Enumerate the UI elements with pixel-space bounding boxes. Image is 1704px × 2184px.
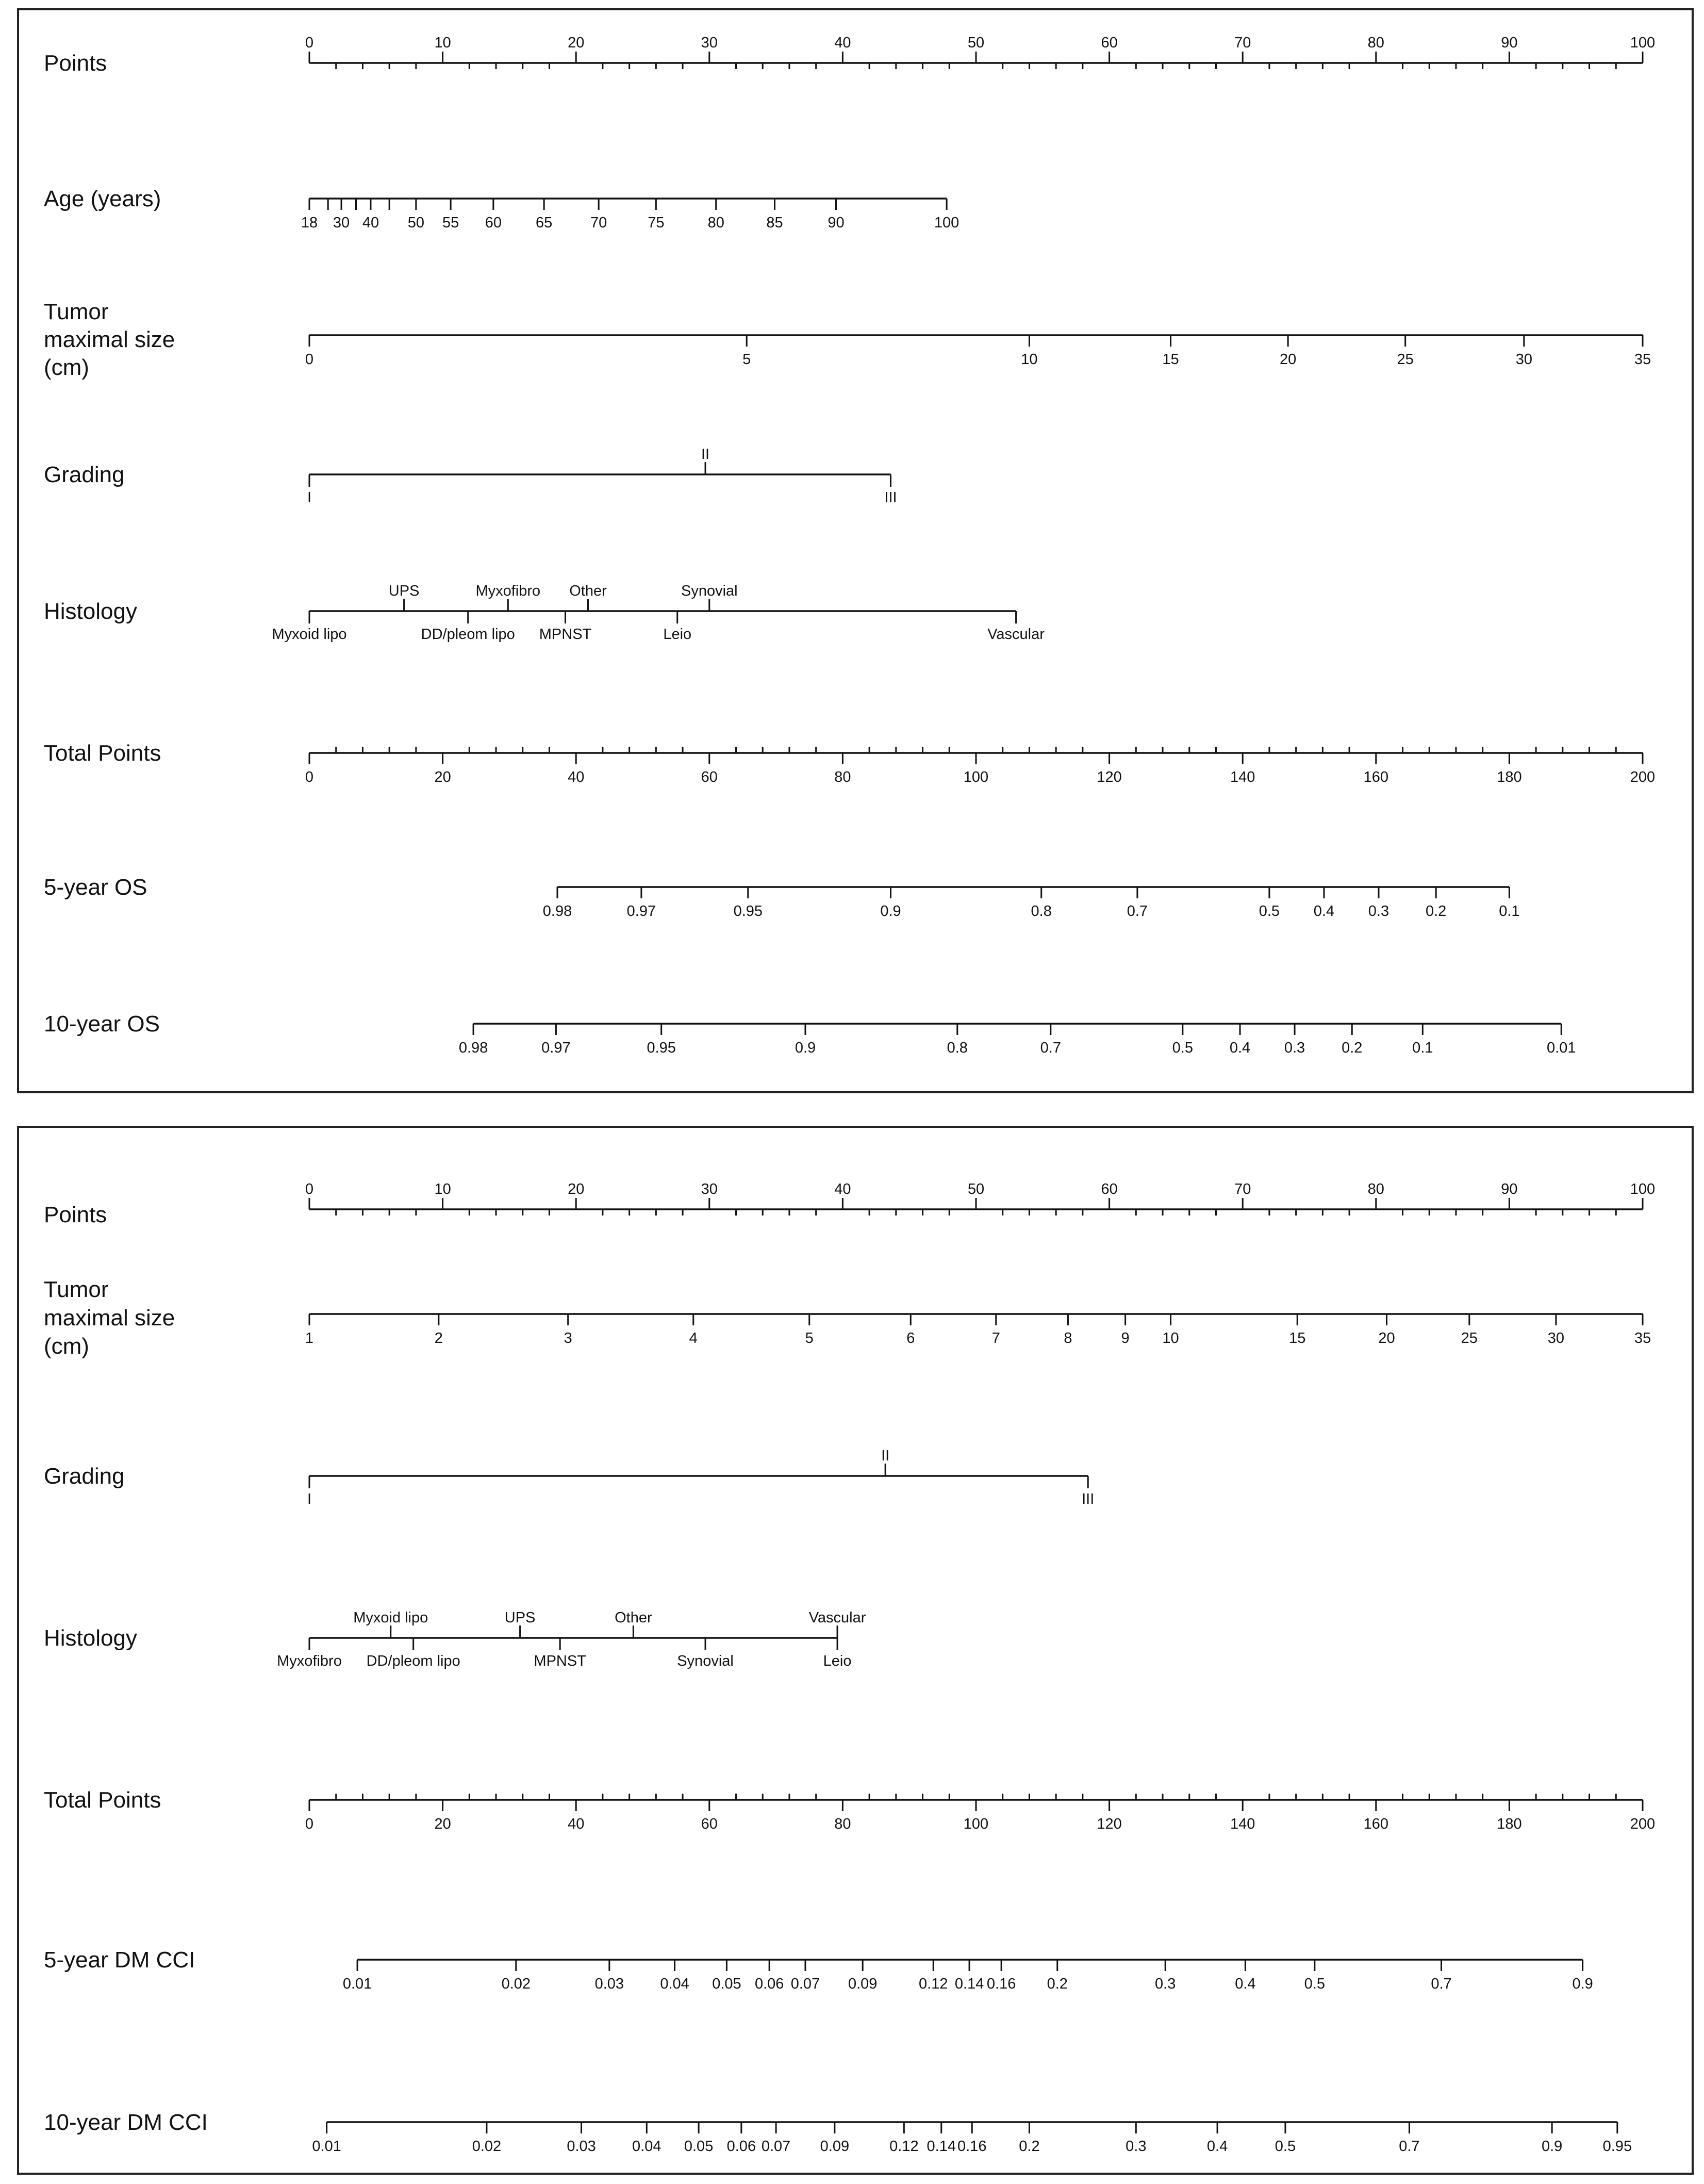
tick-label-10-year-dm-cci: 0.95 bbox=[1602, 2138, 1632, 2155]
tick-label-total-points: 80 bbox=[834, 1816, 851, 1832]
tick-label-10-year-os: 0.5 bbox=[1172, 1040, 1193, 1056]
tick-label-10-year-os: 0.97 bbox=[541, 1040, 571, 1056]
tick-label-age-years: 65 bbox=[536, 215, 553, 231]
tick-label-5-year-os: 0.4 bbox=[1313, 903, 1335, 919]
tick-label-age-years: 40 bbox=[362, 215, 379, 231]
tick-label-age-years: 55 bbox=[442, 215, 459, 231]
tick-label-age-years: 60 bbox=[485, 215, 502, 231]
row-5-year-os bbox=[44, 875, 1520, 919]
row-label-tumor-maximal-size-cm: Tumor maximal size (cm) bbox=[44, 1277, 175, 1359]
category-label-iii: III bbox=[1082, 1491, 1095, 1507]
tick-label-points: 60 bbox=[1101, 1181, 1118, 1197]
category-label-mpnst: MPNST bbox=[539, 626, 592, 643]
tick-label-points: 40 bbox=[834, 1181, 851, 1197]
tick-label-10-year-os: 0.9 bbox=[795, 1040, 816, 1056]
tick-label-total-points: 120 bbox=[1097, 1816, 1122, 1832]
tick-label-5-year-dm-cci: 0.9 bbox=[1572, 1976, 1593, 1992]
tick-label-total-points: 160 bbox=[1363, 1816, 1388, 1832]
tick-label-total-points: 40 bbox=[568, 769, 585, 785]
tick-label-tumor-maximal-size-cm: 35 bbox=[1634, 351, 1651, 368]
category-label-myxofibro: Myxofibro bbox=[475, 583, 541, 599]
tick-label-10-year-dm-cci: 0.12 bbox=[889, 2138, 919, 2155]
tick-label-5-year-dm-cci: 0.7 bbox=[1431, 1976, 1452, 1992]
tick-label-age-years: 80 bbox=[707, 215, 724, 231]
tick-label-total-points: 180 bbox=[1497, 769, 1522, 785]
tick-label-tumor-maximal-size-cm: 10 bbox=[1162, 1330, 1179, 1346]
tick-label-points: 80 bbox=[1367, 1181, 1384, 1197]
category-label-other: Other bbox=[569, 583, 607, 599]
tick-label-points: 20 bbox=[568, 1181, 585, 1197]
tick-label-points: 80 bbox=[1367, 35, 1384, 51]
tick-label-total-points: 60 bbox=[701, 1816, 718, 1832]
tick-label-10-year-os: 0.95 bbox=[647, 1040, 676, 1056]
row-label-histology: Histology bbox=[44, 1625, 137, 1651]
tick-label-5-year-dm-cci: 0.14 bbox=[954, 1976, 984, 1992]
tick-label-points: 90 bbox=[1501, 1181, 1518, 1197]
tick-label-5-year-os: 0.5 bbox=[1259, 903, 1280, 919]
row-tumor-maximal-size-cm bbox=[44, 299, 1651, 380]
tick-label-total-points: 100 bbox=[963, 769, 989, 785]
tick-label-tumor-maximal-size-cm: 15 bbox=[1162, 351, 1179, 368]
tick-label-age-years: 50 bbox=[407, 215, 425, 231]
tick-label-5-year-dm-cci: 0.01 bbox=[342, 1976, 372, 1992]
tick-label-tumor-maximal-size-cm: 30 bbox=[1515, 351, 1532, 368]
tick-label-tumor-maximal-size-cm: 7 bbox=[991, 1330, 1000, 1346]
category-label-synovial: Synovial bbox=[681, 583, 738, 599]
tick-label-10-year-dm-cci: 0.16 bbox=[957, 2138, 987, 2155]
tick-label-5-year-dm-cci: 0.2 bbox=[1047, 1976, 1068, 1992]
tick-label-total-points: 0 bbox=[305, 1816, 314, 1832]
category-label-vascular: Vascular bbox=[808, 1610, 866, 1626]
tick-label-tumor-maximal-size-cm: 15 bbox=[1289, 1330, 1306, 1346]
tick-label-10-year-dm-cci: 0.06 bbox=[726, 2138, 756, 2155]
tick-label-tumor-maximal-size-cm: 0 bbox=[305, 351, 314, 368]
tick-label-5-year-dm-cci: 0.09 bbox=[848, 1976, 878, 1992]
category-label-other: Other bbox=[615, 1610, 652, 1626]
tick-label-total-points: 140 bbox=[1230, 769, 1255, 785]
row-points bbox=[44, 35, 1655, 76]
tick-label-points: 100 bbox=[1630, 35, 1656, 51]
row-5-year-dm-cci bbox=[44, 1947, 1593, 1992]
tick-label-5-year-os: 0.1 bbox=[1499, 903, 1520, 919]
tick-label-10-year-os: 0.01 bbox=[1547, 1040, 1576, 1056]
tick-label-points: 10 bbox=[434, 1181, 451, 1197]
tick-label-5-year-dm-cci: 0.05 bbox=[712, 1976, 741, 1992]
tick-label-points: 10 bbox=[434, 35, 451, 51]
tick-label-points: 30 bbox=[701, 35, 718, 51]
tick-label-10-year-os: 0.7 bbox=[1040, 1040, 1061, 1056]
row-label-grading: Grading bbox=[44, 1464, 125, 1489]
tick-label-tumor-maximal-size-cm: 5 bbox=[805, 1330, 814, 1346]
tick-label-tumor-maximal-size-cm: 1 bbox=[305, 1330, 314, 1346]
tick-label-10-year-os: 0.98 bbox=[458, 1040, 488, 1056]
tick-label-points: 100 bbox=[1630, 1181, 1656, 1197]
panel-frame-top bbox=[18, 9, 1693, 1092]
tick-label-tumor-maximal-size-cm: 2 bbox=[434, 1330, 443, 1346]
category-label-myxofibro: Myxofibro bbox=[277, 1653, 342, 1669]
tick-label-points: 70 bbox=[1234, 1181, 1251, 1197]
category-label-dd-pleom-lipo: DD/pleom lipo bbox=[366, 1653, 460, 1669]
tick-label-10-year-dm-cci: 0.2 bbox=[1019, 2138, 1040, 2155]
tick-label-5-year-dm-cci: 0.07 bbox=[790, 1976, 820, 1992]
row-label-age-years: Age (years) bbox=[44, 186, 161, 211]
tick-label-5-year-dm-cci: 0.03 bbox=[594, 1976, 624, 1992]
tick-label-total-points: 20 bbox=[434, 769, 451, 785]
tick-label-points: 0 bbox=[305, 1181, 314, 1197]
tick-label-age-years: 75 bbox=[648, 215, 665, 231]
category-label-dd-pleom-lipo: DD/pleom lipo bbox=[421, 626, 515, 643]
row-label-points: Points bbox=[44, 1202, 107, 1227]
row-grading bbox=[44, 1448, 1094, 1507]
tick-label-5-year-dm-cci: 0.06 bbox=[754, 1976, 784, 1992]
row-histology bbox=[44, 583, 1045, 643]
tick-label-10-year-dm-cci: 0.03 bbox=[567, 2138, 596, 2155]
category-label-ups: UPS bbox=[504, 1610, 536, 1626]
tick-label-age-years: 100 bbox=[934, 215, 959, 231]
tick-label-10-year-dm-cci: 0.7 bbox=[1399, 2138, 1420, 2155]
tick-label-10-year-os: 0.4 bbox=[1229, 1040, 1251, 1056]
tick-label-tumor-maximal-size-cm: 8 bbox=[1064, 1330, 1072, 1346]
tick-label-points: 40 bbox=[834, 35, 851, 51]
tick-label-age-years: 85 bbox=[766, 215, 783, 231]
tick-label-points: 20 bbox=[568, 35, 585, 51]
tick-label-10-year-os: 0.1 bbox=[1412, 1040, 1433, 1056]
tick-label-5-year-os: 0.7 bbox=[1127, 903, 1148, 919]
tick-label-5-year-os: 0.9 bbox=[880, 903, 901, 919]
tick-label-total-points: 180 bbox=[1497, 1816, 1522, 1832]
tick-label-age-years: 90 bbox=[828, 215, 845, 231]
tick-label-points: 90 bbox=[1501, 35, 1518, 51]
tick-label-tumor-maximal-size-cm: 9 bbox=[1121, 1330, 1130, 1346]
tick-label-5-year-dm-cci: 0.12 bbox=[919, 1976, 948, 1992]
row-label-grading: Grading bbox=[44, 462, 125, 487]
tick-label-10-year-os: 0.3 bbox=[1284, 1040, 1305, 1056]
row-points bbox=[44, 1181, 1655, 1227]
row-total-points bbox=[44, 741, 1655, 785]
tick-label-5-year-dm-cci: 0.4 bbox=[1235, 1976, 1256, 1992]
tick-label-total-points: 100 bbox=[963, 1816, 989, 1832]
row-label-5-year-os: 5-year OS bbox=[44, 875, 147, 900]
category-label-ups: UPS bbox=[388, 583, 420, 599]
tick-label-tumor-maximal-size-cm: 5 bbox=[742, 351, 751, 368]
row-label-10-year-dm-cci: 10-year DM CCI bbox=[44, 2110, 208, 2135]
tick-label-5-year-os: 0.95 bbox=[733, 903, 763, 919]
category-label-leio: Leio bbox=[663, 626, 692, 643]
tick-label-total-points: 120 bbox=[1097, 769, 1122, 785]
tick-label-tumor-maximal-size-cm: 20 bbox=[1279, 351, 1297, 368]
tick-label-tumor-maximal-size-cm: 4 bbox=[689, 1330, 698, 1346]
row-10-year-dm-cci bbox=[44, 2110, 1632, 2155]
row-total-points bbox=[44, 1787, 1655, 1832]
category-label-vascular: Vascular bbox=[987, 626, 1045, 643]
tick-label-5-year-dm-cci: 0.3 bbox=[1155, 1976, 1176, 1992]
tick-label-5-year-dm-cci: 0.5 bbox=[1304, 1976, 1326, 1992]
tick-label-10-year-os: 0.8 bbox=[947, 1040, 968, 1056]
tick-label-points: 30 bbox=[701, 1181, 718, 1197]
tick-label-total-points: 200 bbox=[1630, 1816, 1656, 1832]
tick-label-tumor-maximal-size-cm: 10 bbox=[1021, 351, 1038, 368]
row-10-year-os bbox=[44, 1011, 1576, 1056]
tick-label-10-year-os: 0.2 bbox=[1342, 1040, 1363, 1056]
row-label-10-year-os: 10-year OS bbox=[44, 1011, 160, 1037]
panel-frame-bottom bbox=[18, 1127, 1693, 2174]
category-label-ii: II bbox=[701, 446, 710, 463]
tick-label-points: 70 bbox=[1234, 35, 1251, 51]
nomogram-panel-dm-cci bbox=[44, 1181, 1655, 2155]
tick-label-tumor-maximal-size-cm: 35 bbox=[1634, 1330, 1651, 1346]
row-label-total-points: Total Points bbox=[44, 741, 161, 766]
tick-label-10-year-dm-cci: 0.4 bbox=[1206, 2138, 1228, 2155]
tick-label-tumor-maximal-size-cm: 3 bbox=[564, 1330, 572, 1346]
tick-label-5-year-os: 0.98 bbox=[542, 903, 572, 919]
tick-label-total-points: 40 bbox=[568, 1816, 585, 1832]
tick-label-10-year-dm-cci: 0.02 bbox=[472, 2138, 502, 2155]
tick-label-age-years: 30 bbox=[333, 215, 350, 231]
tick-label-points: 50 bbox=[967, 35, 985, 51]
tick-label-total-points: 60 bbox=[701, 769, 718, 785]
tick-label-total-points: 80 bbox=[834, 769, 851, 785]
tick-label-tumor-maximal-size-cm: 25 bbox=[1397, 351, 1414, 368]
row-label-histology: Histology bbox=[44, 599, 137, 624]
category-label-i: I bbox=[307, 489, 312, 506]
category-label-ii: II bbox=[881, 1448, 890, 1464]
tick-label-points: 50 bbox=[967, 1181, 985, 1197]
tick-label-age-years: 70 bbox=[590, 215, 607, 231]
row-label-total-points: Total Points bbox=[44, 1787, 161, 1813]
tick-label-tumor-maximal-size-cm: 20 bbox=[1378, 1330, 1395, 1346]
category-label-mpnst: MPNST bbox=[534, 1653, 586, 1669]
row-grading bbox=[44, 446, 897, 506]
row-tumor-maximal-size-cm bbox=[44, 1277, 1651, 1359]
tick-label-10-year-dm-cci: 0.07 bbox=[761, 2138, 791, 2155]
tick-label-tumor-maximal-size-cm: 25 bbox=[1461, 1330, 1478, 1346]
category-label-iii: III bbox=[884, 489, 897, 506]
tick-label-age-years: 18 bbox=[301, 215, 318, 231]
tick-label-total-points: 200 bbox=[1630, 769, 1656, 785]
row-age-years bbox=[44, 186, 959, 231]
tick-label-10-year-dm-cci: 0.09 bbox=[820, 2138, 850, 2155]
category-label-synovial: Synovial bbox=[677, 1653, 734, 1669]
category-label-myxoid-lipo: Myxoid lipo bbox=[353, 1610, 428, 1626]
row-label-tumor-maximal-size-cm: Tumor maximal size (cm) bbox=[44, 299, 175, 380]
category-label-i: I bbox=[307, 1491, 312, 1507]
category-label-leio: Leio bbox=[823, 1653, 852, 1669]
tick-label-points: 0 bbox=[305, 35, 314, 51]
tick-label-10-year-dm-cci: 0.01 bbox=[312, 2138, 341, 2155]
tick-label-points: 60 bbox=[1101, 35, 1118, 51]
tick-label-tumor-maximal-size-cm: 30 bbox=[1547, 1330, 1565, 1346]
row-label-5-year-dm-cci: 5-year DM CCI bbox=[44, 1947, 195, 1973]
tick-label-tumor-maximal-size-cm: 6 bbox=[906, 1330, 915, 1346]
tick-label-5-year-dm-cci: 0.04 bbox=[660, 1976, 689, 1992]
tick-label-total-points: 0 bbox=[305, 769, 314, 785]
tick-label-10-year-dm-cci: 0.9 bbox=[1541, 2138, 1563, 2155]
category-label-myxoid-lipo: Myxoid lipo bbox=[272, 626, 347, 643]
tick-label-total-points: 160 bbox=[1363, 769, 1388, 785]
tick-label-10-year-dm-cci: 0.14 bbox=[927, 2138, 956, 2155]
tick-label-5-year-os: 0.97 bbox=[626, 903, 656, 919]
tick-label-10-year-dm-cci: 0.05 bbox=[684, 2138, 714, 2155]
tick-label-10-year-dm-cci: 0.04 bbox=[632, 2138, 661, 2155]
tick-label-10-year-dm-cci: 0.3 bbox=[1126, 2138, 1147, 2155]
tick-label-total-points: 140 bbox=[1230, 1816, 1255, 1832]
tick-label-5-year-os: 0.3 bbox=[1368, 903, 1389, 919]
tick-label-5-year-dm-cci: 0.16 bbox=[986, 1976, 1016, 1992]
tick-label-5-year-os: 0.8 bbox=[1031, 903, 1052, 919]
tick-label-10-year-dm-cci: 0.5 bbox=[1275, 2138, 1296, 2155]
row-label-points: Points bbox=[44, 51, 107, 76]
nomogram-panel-os bbox=[44, 35, 1655, 1056]
tick-label-total-points: 20 bbox=[434, 1816, 451, 1832]
tick-label-5-year-os: 0.2 bbox=[1426, 903, 1447, 919]
tick-label-5-year-dm-cci: 0.02 bbox=[501, 1976, 531, 1992]
row-histology bbox=[44, 1610, 866, 1669]
